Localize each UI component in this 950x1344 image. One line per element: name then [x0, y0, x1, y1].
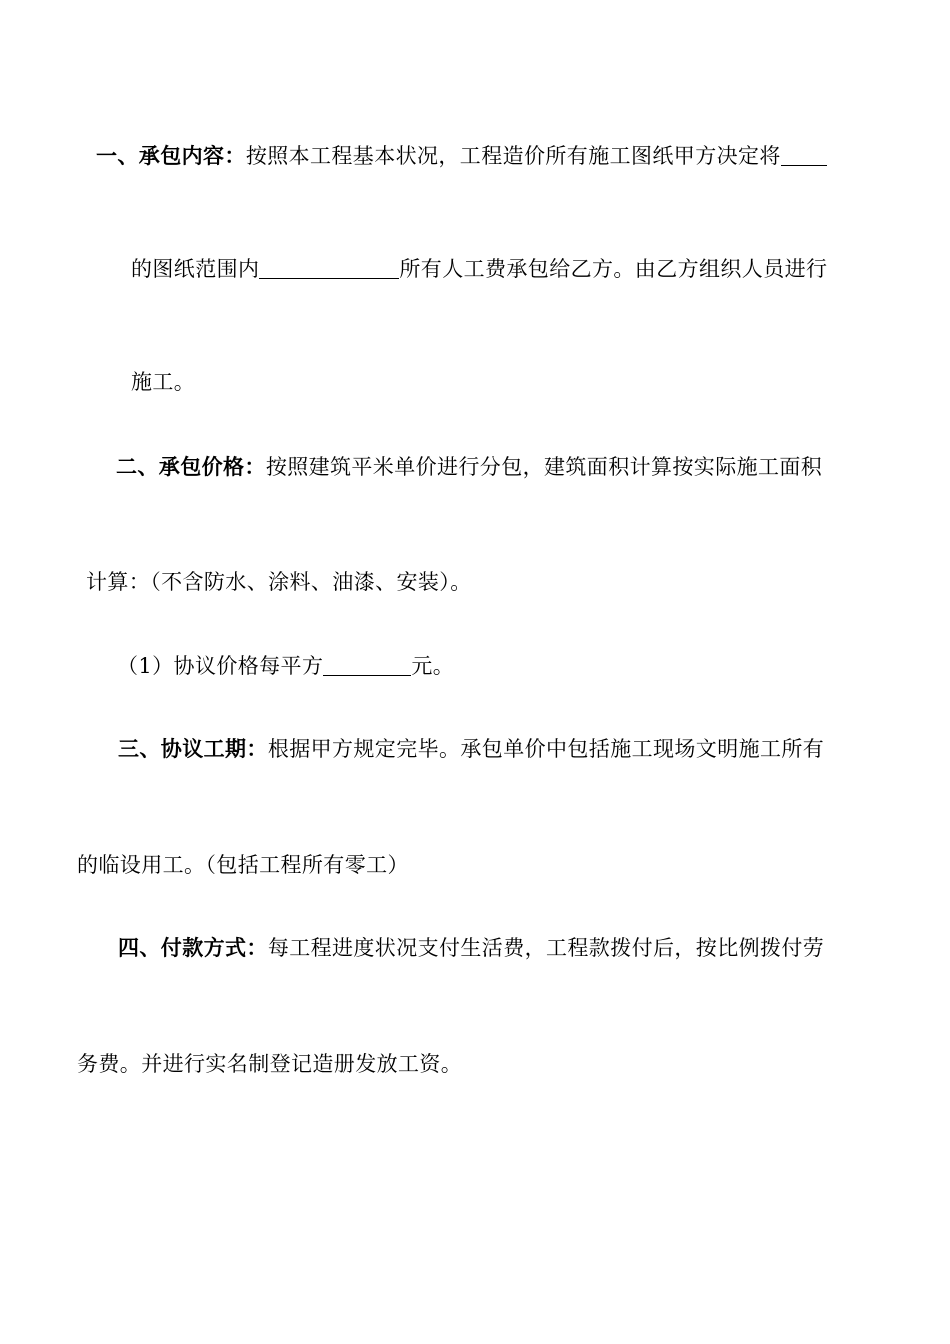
section3-line2-text: 的临设用工。（包括工程所有零工）: [77, 853, 409, 877]
section1-text: 按照本工程基本状况，工程造价所有施工图纸甲方决定将: [245, 144, 781, 168]
section1-line3: [131, 367, 195, 397]
section4-line2: [77, 1049, 462, 1079]
section2-heading: 二、承包价格：: [116, 454, 266, 479]
section3-heading: 三、协议工期：: [118, 736, 268, 761]
section2-item1: [117, 650, 454, 681]
section4-text: 每工程进度状况支付生活费，工程款拨付后，按比例拨付劳: [267, 936, 825, 960]
section4-line1: [118, 933, 824, 963]
section1-line2-b: 所有人工费承包给乙方。由乙方组织人员进行: [399, 257, 828, 281]
section2-text: 按照建筑平米单价进行分包，建筑面积计算按实际施工面积: [265, 455, 823, 479]
section4-line2-text: 务费。并进行实名制登记造册发放工资。: [77, 1052, 463, 1076]
section2-line2-text: 计算：（不含防水、涂料、油漆、安装）。: [86, 570, 472, 594]
section2-line2: [86, 567, 472, 597]
section1-blank-1: [781, 143, 827, 166]
section3-line1: [118, 734, 824, 764]
section1-line2: [131, 253, 827, 284]
section2-line1: [116, 452, 822, 482]
section2-item1-a: （1）协议价格每平方: [117, 654, 324, 678]
section3-line2: [77, 850, 409, 880]
section4-heading: 四、付款方式：: [118, 935, 268, 960]
section3-text: 根据甲方规定完毕。承包单价中包括施工现场文明施工所有: [267, 737, 825, 761]
section1-line3-text: 施工。: [131, 370, 196, 394]
section2-blank-1: [323, 653, 411, 676]
section1-line1: [96, 140, 827, 171]
section1-line2-a: 的图纸范围内: [131, 257, 260, 281]
section1-heading: 一、承包内容：: [96, 143, 246, 168]
section1-blank-2: [259, 256, 399, 279]
section2-item1-b: 元。: [411, 654, 455, 678]
